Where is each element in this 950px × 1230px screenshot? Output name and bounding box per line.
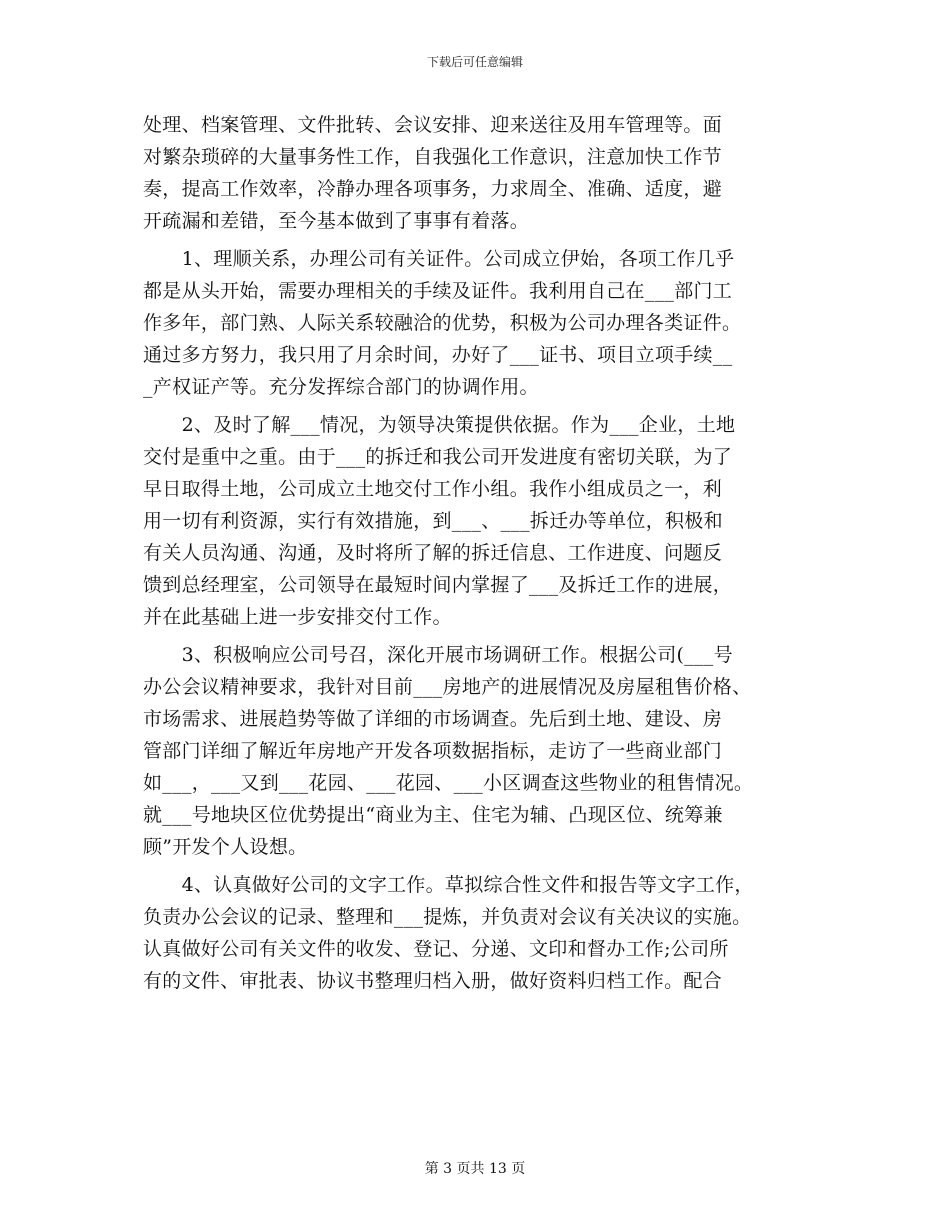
paragraph xyxy=(143,243,813,403)
text-line: 处理、档案管理、文件批转、会议安排、迎来送往及用车管理等。面 xyxy=(143,114,723,136)
paragraph xyxy=(143,109,813,237)
text-line: 早日取得土地，公司成立土地交付工作小组。我作小组成员之一，利 xyxy=(143,478,723,500)
text-line: 3、积极响应公司号召，深化开展市场调研工作。根据公司(___号 xyxy=(143,644,733,666)
paragraph xyxy=(143,639,813,863)
paragraph xyxy=(143,409,813,633)
text-line: 有的文件、审批表、协议书整理归档入册，做好资料归档工作。配合 xyxy=(143,970,723,992)
text-line: 认真做好公司有关文件的收发、登记、分递、文印和督办工作;公司所 xyxy=(143,938,729,960)
text-line: 交付是重中之重。由于___的拆迁和我公司开发进度有密切关联，为了 xyxy=(143,446,733,468)
text-line: 2、及时了解___情况，为领导决策提供依据。作为___企业，土地 xyxy=(143,414,736,436)
text-line: 奏，提高工作效率，冷静办理各项事务，力求周全、准确、适度，避 xyxy=(143,178,723,200)
paragraph xyxy=(143,869,813,997)
text-line: 并在此基础上进一步安排交付工作。 xyxy=(143,606,452,628)
text-line: 用一切有利资源，实行有效措施，到___、___拆迁办等单位，积极和 xyxy=(143,510,723,532)
document-body xyxy=(143,109,813,997)
page-header-note: 下载后可任意编辑 xyxy=(426,55,523,69)
text-line: 4、认真做好公司的文字工作。草拟综合性文件和报告等文字工作， xyxy=(143,874,754,896)
text-line: 馈到总经理室，公司领导在最短时间内掌握了___及拆迁工作的进展， xyxy=(143,574,733,596)
text-line: 顾”开发个人设想。 xyxy=(143,836,308,858)
text-line: 市场需求、进展趋势等做了详细的市场调查。先后到土地、建设、房 xyxy=(143,708,723,730)
text-line: 作多年，部门熟、人际关系较融洽的优势，积极为公司办理各类证件。 xyxy=(143,312,742,334)
text-line: 有关人员沟通、沟通，及时将所了解的拆迁信息、工作进度、问题反 xyxy=(143,542,723,564)
text-line: 都是从头开始，需要办理相关的手续及证件。我利用自己在___部门工 xyxy=(143,280,733,302)
text-line: 负责办公会议的记录、整理和___提炼，并负责对会议有关决议的实施。 xyxy=(143,906,752,928)
text-line: 对繁杂琐碎的大量事务性工作，自我强化工作意识，注意加快工作节 xyxy=(143,146,723,168)
text-line: 开疏漏和差错，至今基本做到了事事有着落。 xyxy=(143,210,530,232)
page-number-footer: 第 3 页共 13 页 xyxy=(424,1161,526,1177)
text-line: 1、理顺关系，办理公司有关证件。公司成立伊始，各项工作几乎 xyxy=(143,248,735,270)
text-line: _产权证产等。充分发挥综合部门的协调作用。 xyxy=(143,376,539,398)
text-line: 办公会议精神要求，我针对目前___房地产的进展情况及房屋租售价格、 xyxy=(143,676,752,698)
text-line: 如___，___又到___花园、___花园、___小区调查这些物业的租售情况。 xyxy=(143,772,754,794)
text-line: 通过多方努力，我只用了月余时间，办好了___证书、项目立项手续__ xyxy=(143,344,733,366)
text-line: 管部门详细了解近年房地产开发各项数据指标，走访了一些商业部门 xyxy=(143,740,723,762)
text-line: 就___号地块区位优势提出“商业为主、住宅为辅、凸现区位、统筹兼 xyxy=(143,804,723,826)
